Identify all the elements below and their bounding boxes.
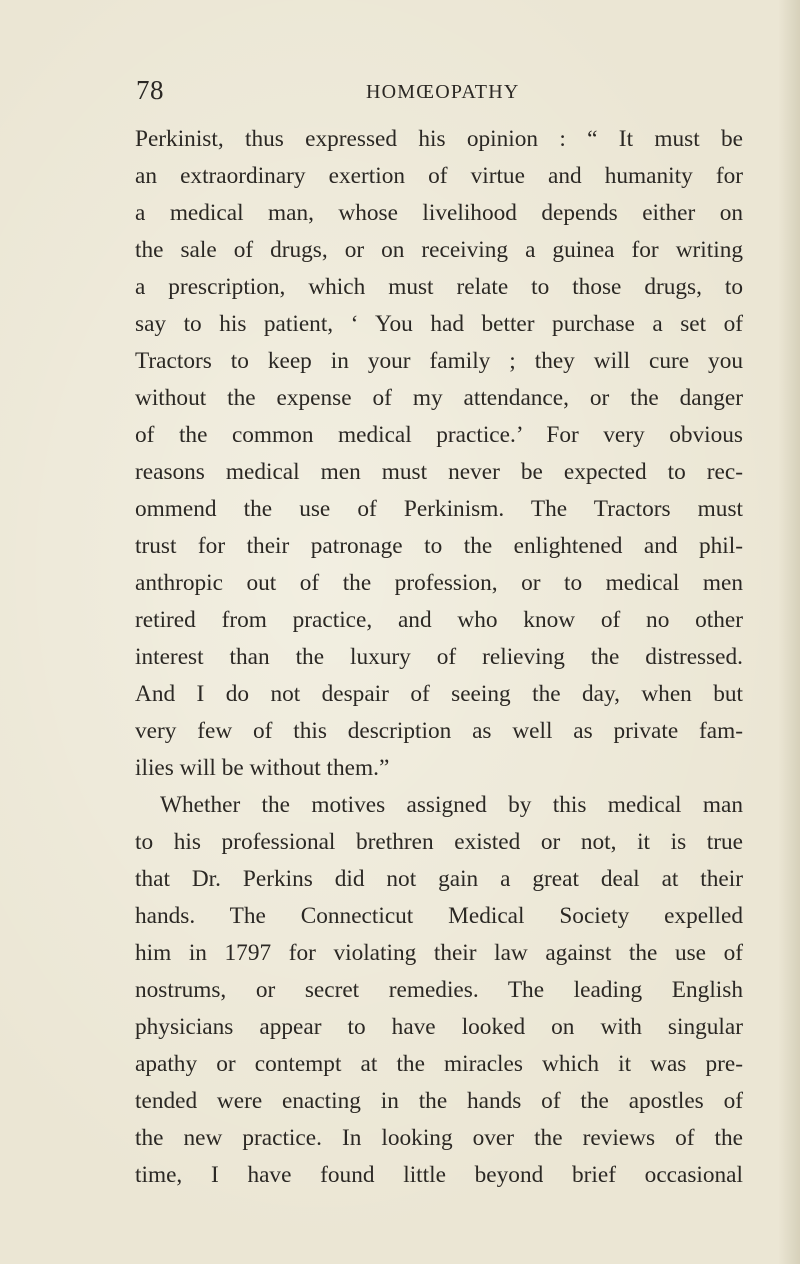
text-line-paragraph-start: Whether the motives assigned by this medical man <box>160 792 743 818</box>
body-text <box>135 121 743 1194</box>
text-line: retired from practice, and who know of no other <box>135 607 743 633</box>
text-line: that Dr. Perkins did not gain a great deal at their <box>135 866 743 892</box>
page-edge-shadow <box>778 0 800 1264</box>
text-line: Tractors to keep in your family ; they will cure you <box>135 348 743 374</box>
text-line: anthropic out of the profession, or to medical men <box>135 570 743 596</box>
page-header <box>0 75 800 109</box>
text-line: interest than the luxury of relieving the distressed. <box>135 644 743 670</box>
text-line: the sale of drugs, or on receiving a guinea for writing <box>135 237 743 263</box>
text-line: him in 1797 for violating their law against the use of <box>135 940 743 966</box>
text-line: tended were enacting in the hands of the apostles of <box>135 1088 743 1114</box>
text-line: a medical man, whose livelihood depends either on <box>135 200 743 226</box>
text-line: without the expense of my attendance, or the danger <box>135 385 743 411</box>
text-line: time, I have found little beyond brief occasional <box>135 1162 743 1188</box>
text-line: physicians appear to have looked on with singular <box>135 1014 743 1040</box>
text-line: Perkinist, thus expressed his opinion : “ It must be <box>135 126 743 152</box>
text-line: ommend the use of Perkinism. The Tractors must <box>135 496 743 522</box>
text-line: to his professional brethren existed or not, it is true <box>135 829 743 855</box>
text-line: say to his patient, ‘ You had better purchase a set of <box>135 311 743 337</box>
running-head: HOMŒOPATHY <box>366 81 520 103</box>
text-line: nostrums, or secret remedies. The leading English <box>135 977 743 1003</box>
text-line: And I do not despair of seeing the day, when but <box>135 681 743 707</box>
text-line: reasons medical men must never be expected to rec- <box>135 459 743 485</box>
text-line: very few of this description as well as private fam- <box>135 718 743 744</box>
text-line: trust for their patronage to the enlightened and phil- <box>135 533 743 559</box>
text-line: of the common medical practice.’ For very obvious <box>135 422 743 448</box>
text-line: the new practice. In looking over the reviews of the <box>135 1125 743 1151</box>
text-line: hands. The Connecticut Medical Society expelled <box>135 903 743 929</box>
text-line-paragraph-end: ilies will be without them.” <box>135 755 390 781</box>
text-line: a prescription, which must relate to those drugs, to <box>135 274 743 300</box>
text-line: apathy or contempt at the miracles which it was pre- <box>135 1051 743 1077</box>
page-number: 78 <box>136 75 164 105</box>
text-line: an extraordinary exertion of virtue and humanity for <box>135 163 743 189</box>
